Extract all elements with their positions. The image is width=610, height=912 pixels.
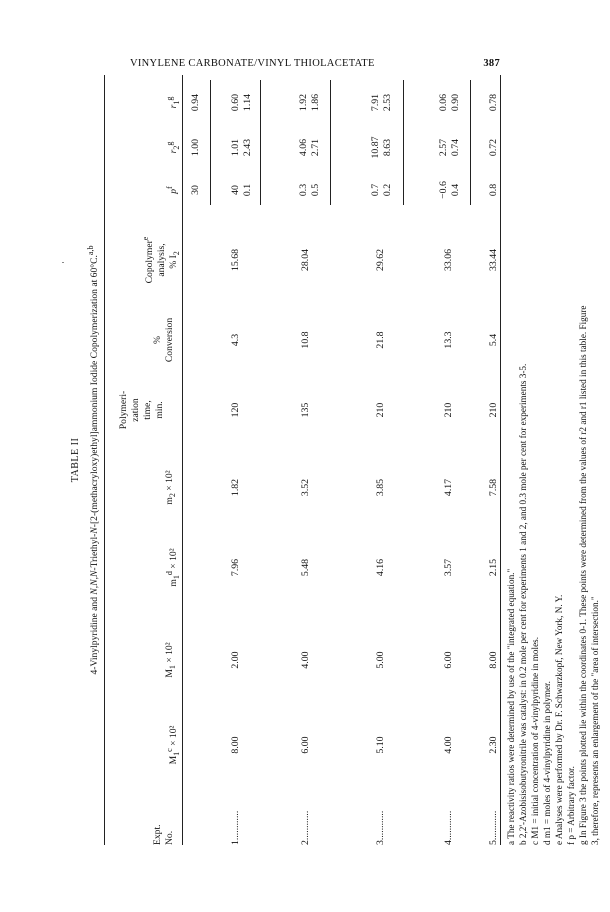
row1-r2-b: 1.01	[230, 138, 241, 157]
row3-conv: 21.8	[375, 331, 386, 349]
row3-expt: 3............	[375, 810, 386, 845]
row3-time: 210	[375, 402, 386, 418]
row2-dash	[330, 80, 331, 205]
header-rule	[182, 75, 183, 845]
row3-p-b: 0.2	[382, 183, 393, 197]
row1-dash-bottom	[260, 80, 261, 205]
row1-copoly: 15.68	[230, 248, 241, 272]
row1-p-a: 30	[190, 185, 201, 195]
row5-m1d: 2.15	[488, 558, 499, 577]
hdr-r1: $r_1^g$	[165, 96, 182, 109]
running-head	[130, 58, 500, 69]
row4-r2-b: 0.74	[450, 138, 461, 157]
row5-expt: 5............	[488, 810, 499, 845]
row4-r1-a: 0.06	[438, 93, 449, 112]
row4-expt: 4............	[443, 810, 454, 845]
speck	[62, 262, 64, 263]
row2-m1f: 6.00	[300, 736, 311, 754]
row1-m1d: 7.96	[230, 558, 241, 577]
row3-r2-a: 10.87	[370, 136, 381, 159]
row5-p: 0.8	[488, 183, 499, 197]
footnote-g-cont: 3, therefore, represents an enlargement of the "area of intersection."	[590, 596, 600, 845]
hdr-m1f: $M_1^c \times 10^2$	[165, 725, 182, 765]
row5-r1: 0.78	[488, 93, 499, 112]
row2-p-b: 0.5	[310, 183, 321, 197]
row4-M1: 6.00	[443, 651, 454, 669]
row1-time: 120	[230, 402, 241, 418]
footnote-a: a The reactivity ratios were determined by use of the "integrated equation."	[506, 568, 516, 845]
row1-m1: 1.82	[230, 478, 241, 497]
row3-r1-b: 2.53	[382, 93, 393, 112]
hdr-M1: $M_1 \times 10^2$	[164, 642, 177, 678]
row2-M1: 4.00	[300, 651, 311, 669]
row3-r1-a: 7.91	[370, 93, 381, 112]
hdr-m1: $m_2 \times 10^2$	[164, 470, 177, 505]
row2-m1: 3.52	[300, 478, 311, 497]
row1-p-b: 40	[230, 185, 241, 195]
row4-r2-a: 2.57	[438, 138, 449, 157]
row2-copoly: 28.04	[300, 248, 311, 272]
row1-r2-c: 2.43	[242, 138, 253, 157]
row5-M1: 8.00	[488, 651, 499, 669]
row2-conv: 10.8	[300, 331, 311, 349]
footnote-c: c M1 = initial concentration of 4-vinylpyridine in moles.	[530, 636, 540, 845]
row3-dash	[403, 80, 404, 205]
row4-m1d: 3.57	[443, 558, 454, 577]
footnote-rule	[500, 75, 501, 845]
row4-copoly: 33.06	[443, 248, 454, 272]
page-number: 387	[483, 58, 500, 69]
row3-m1: 3.85	[375, 478, 386, 497]
row4-r1-b: 0.90	[450, 93, 461, 112]
row5-m1: 7.58	[488, 478, 499, 497]
row4-p-a: −0.6	[438, 181, 449, 199]
hdr-copoly: Copolymer$^e$ analysis, % $I_2$	[141, 236, 182, 284]
row1-M1: 2.00	[230, 651, 241, 669]
row1-expt: 1............	[230, 810, 241, 845]
row3-M1: 5.00	[375, 651, 386, 669]
row2-r2-a: 4.06	[298, 138, 309, 157]
row5-r2: 0.72	[488, 138, 499, 157]
top-rule	[104, 75, 105, 845]
row1-conv: 4.3	[230, 333, 241, 347]
row1-dash-top	[210, 80, 211, 205]
row2-time: 135	[300, 402, 311, 418]
row5-copoly: 33.44	[488, 248, 499, 272]
row1-r1-c: 1.14	[242, 93, 253, 112]
footnote-f: f p = Arbitrary factor.	[566, 766, 576, 845]
row2-r1-a: 1.92	[298, 93, 309, 112]
rotated-table	[70, 75, 500, 845]
row2-r1-b: 1.86	[310, 93, 321, 112]
footnote-d: d m1 = moles of 4-vinylpyridine in polymer.	[542, 681, 552, 845]
row1-r1-a: 0.94	[190, 93, 201, 112]
rotated-footnotes	[500, 75, 610, 845]
row5-time: 210	[488, 402, 499, 418]
hdr-conv: % Conversion	[152, 317, 175, 363]
row2-r2-b: 2.71	[310, 138, 321, 157]
table-label: TABLE II	[70, 437, 81, 483]
row1-p-c: 0.1	[242, 183, 253, 197]
hdr-expt: Expt. No.	[152, 824, 175, 845]
running-head-title: VINYLENE CARBONATE/VINYL THIOLACETATE	[130, 58, 375, 69]
footnote-g: g In Figure 3 the points plotted lie within the coordinates 0-1. These points were determined from the values of r2 and r1 listed in this table. Figure	[578, 305, 588, 845]
row4-time: 210	[443, 402, 454, 418]
row2-p-a: 0.3	[298, 183, 309, 197]
hdr-time: Polymeri- zation time, min.	[118, 390, 165, 430]
row4-dash	[470, 80, 471, 205]
row3-p-a: 0.7	[370, 183, 381, 197]
row4-p-b: 0.4	[450, 183, 461, 197]
row4-m1: 4.17	[443, 478, 454, 497]
row1-r1-b: 0.60	[230, 93, 241, 112]
row3-m1f: 5.10	[375, 736, 386, 754]
row2-m1d: 5.48	[300, 558, 311, 577]
row5-conv: 5.4	[488, 333, 499, 347]
row1-r2-a: 1.00	[190, 138, 201, 157]
footnote-b: b 2,2'-Azobisisobutyronitrile was catalyst: in 0.2 mole per cent for experiments 1 and 2, and 0.3 mole per cent for experiments 3-5.	[518, 363, 528, 845]
hdr-p: $p^f$	[165, 186, 180, 194]
row4-conv: 13.3	[443, 331, 454, 349]
row4-m1f: 4.00	[443, 736, 454, 754]
hdr-r2: $r_2^g$	[165, 141, 182, 154]
row2-expt: 2............	[300, 810, 311, 845]
row1-m1f: 8.00	[230, 736, 241, 754]
footnote-e: e Analyses were performed by Dr. F. Schwarzkopf, New York, N. Y.	[554, 594, 564, 845]
row3-copoly: 29.62	[375, 248, 386, 272]
table-caption: 4-Vinylpyridine and N,N,N-Triethyl-N-[2-(methacryloxy)ethyl]ammonium Iodide Copolymerization at 60°C.$^{a,b}$	[86, 245, 101, 675]
hdr-m1d: $m_1^d \times 10^2$	[165, 548, 182, 587]
row3-m1d: 4.16	[375, 558, 386, 577]
row3-r2-b: 8.63	[382, 138, 393, 157]
row5-m1f: 2.30	[488, 736, 499, 754]
